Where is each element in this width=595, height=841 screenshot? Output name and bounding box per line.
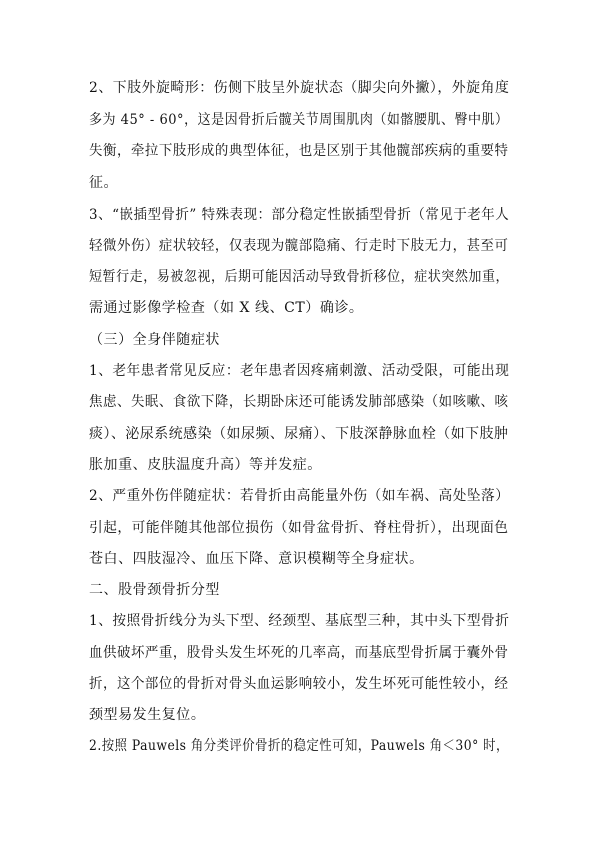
section-heading: （三）全身伴随症状 (89, 332, 220, 348)
text-line: 1、老年患者常见反应：老年患者因疼痛刺激、活动受限，可能出现 (89, 363, 510, 379)
text-line: 2.按照 Pauwels 角分类评价骨折的稳定性可知，Pauwels 角＜30° 时， (89, 738, 509, 754)
text-line: 2、严重外伤伴随症状：若骨折由高能量外伤（如车祸、高处坠落） (89, 488, 510, 504)
text-line: 需通过影像学检查（如 X 线、CT）确诊。 (89, 300, 364, 316)
text-line: 2、下肢外旋畸形：伤侧下肢呈外旋状态（脚尖向外撇），外旋角度 (89, 80, 510, 96)
text-line: 颈型易发生复位。 (89, 707, 206, 723)
text-line: 苍白、四肢湿冷、血压下降、意识模糊等全身症状。 (89, 551, 424, 567)
text-line: 焦虑、失眠、食欲下降，长期卧床还可能诱发肺部感染（如咳嗽、咳 (89, 394, 509, 410)
text-line: 轻微外伤）症状较轻，仅表现为髋部隐痛、行走时下肢无力，甚至可 (89, 238, 509, 254)
text-line: 多为 45° - 60°，这是因骨折后髋关节周围肌肉（如髂腰肌、臀中肌） (89, 112, 509, 128)
text-line: 1、按照骨折线分为头下型、经颈型、基底型三种，其中头下型骨折 (89, 613, 510, 629)
text-line: 征。 (89, 175, 119, 191)
text-line: 胀加重、皮肤温度升高）等并发症。 (89, 457, 322, 473)
text-line: 3、“嵌插型骨折” 特殊表现：部分稳定性嵌插型骨折（常见于老年人 (89, 207, 510, 223)
text-line: 痰）、泌尿系统感染（如尿频、尿痛）、下肢深静脉血栓（如下肢肿 (89, 426, 509, 442)
text-line: 折，这个部位的骨折对骨头血运影响较小，发生坏死可能性较小，经 (89, 676, 509, 692)
text-line: 血供破坏严重，股骨头发生坏死的几率高，而基底型骨折属于囊外骨 (89, 645, 509, 661)
section-heading: 二、股骨颈骨折分型 (89, 582, 220, 598)
text-line: 短暂行走，易被忽视，后期可能因活动导致骨折移位，症状突然加重， (89, 269, 510, 285)
text-line: 失衡，牵拉下肢形成的典型体征，也是区别于其他髋部疾病的重要特 (89, 143, 509, 159)
text-line: 引起，可能伴随其他部位损伤（如骨盆骨折、脊柱骨折），出现面色 (89, 520, 509, 536)
